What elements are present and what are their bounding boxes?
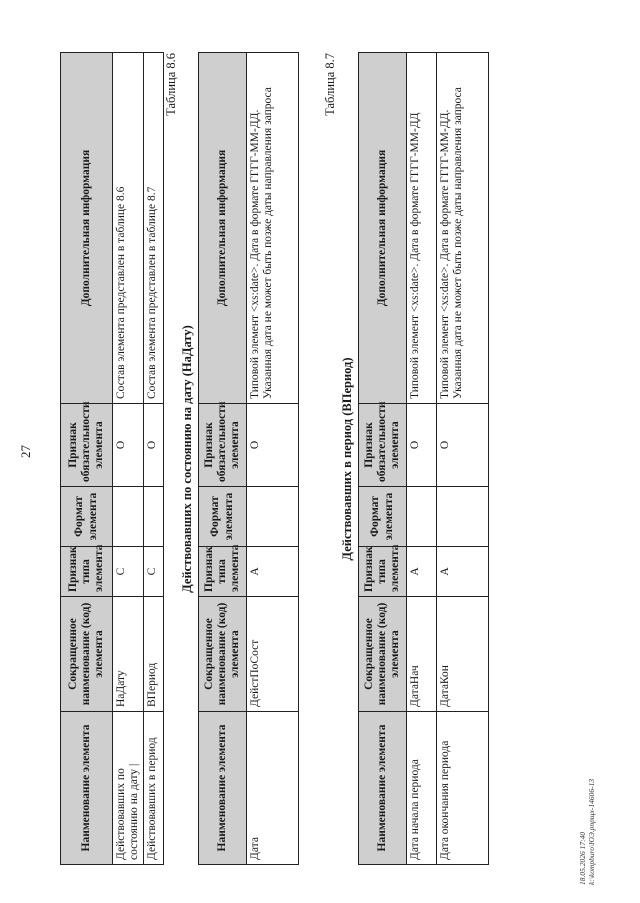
- table-8-7: [358, 52, 489, 865]
- header-cell: Сокращенное наименование (код) элемента: [359, 597, 407, 712]
- header-cell: Наименование элемента: [61, 712, 113, 865]
- print-footer: [578, 779, 596, 885]
- cell-format: [437, 487, 489, 547]
- cell-required: О: [247, 404, 299, 487]
- header-cell: Наименование элемента: [199, 712, 247, 865]
- cell-format: [407, 487, 437, 547]
- table-caption-8-6: Действовавших по состоянию на дату (НаДату): [180, 325, 194, 593]
- cell-code: ДатаКон: [437, 597, 489, 712]
- cell-format: [113, 487, 144, 547]
- header-cell: Дополнительная информация: [199, 53, 247, 404]
- cell-type: С: [113, 547, 144, 597]
- header-cell: Признак обязательности элемента: [61, 404, 113, 487]
- header-cell: Сокращенное наименование (код) элемента: [61, 597, 113, 712]
- cell-info: Типовой элемент <xs:date>. Дата в формате ГГГГ-ММ-ДД: [407, 53, 437, 404]
- table-label-8-7: Таблица 8.7: [323, 53, 337, 116]
- cell-code: ДейстПоСост: [247, 597, 299, 712]
- table-elements: [60, 52, 164, 865]
- cell-type: С: [144, 547, 164, 597]
- cell-required: О: [144, 404, 164, 487]
- cell-info: Типовой элемент <xs:date>. Дата в формате ГГГГ-ММ-ДД. Указанная дата не может быть позже даты направления запроса: [247, 53, 299, 404]
- cell-required: О: [113, 404, 144, 487]
- cell-code: ДатаНач: [407, 597, 437, 712]
- cell-format: [144, 487, 164, 547]
- print-timestamp: 18.05.2026 17:40: [578, 831, 587, 885]
- cell-info: Типовой элемент <xs:date>. Дата в формате ГГГГ-ММ-ДД. Указанная дата не может быть позже даты направления запроса: [437, 53, 489, 404]
- table-header-row: [61, 53, 113, 865]
- header-cell: Формат элемента: [199, 487, 247, 547]
- table-header-row: [199, 53, 247, 865]
- table-row: [113, 53, 144, 865]
- cell-name: Дата окончания периода: [437, 712, 489, 865]
- header-cell: Признак обязательности элемента: [359, 404, 407, 487]
- cell-name: Дата начала периода: [407, 712, 437, 865]
- table-row: [247, 53, 299, 865]
- table-row: [407, 53, 437, 865]
- table-label-8-6: Таблица 8.6: [164, 53, 178, 116]
- header-cell: Признак типа элемента: [199, 547, 247, 597]
- cell-type: А: [247, 547, 299, 597]
- cell-name: Дата: [247, 712, 299, 865]
- table-row: [144, 53, 164, 865]
- cell-code: НаДату: [113, 597, 144, 712]
- page-number: 27: [18, 445, 33, 458]
- header-cell: Признак типа элемента: [61, 547, 113, 597]
- cell-required: О: [437, 404, 489, 487]
- header-cell: Наименование элемента: [359, 712, 407, 865]
- header-cell: Дополнительная информация: [61, 53, 113, 404]
- header-cell: Формат элемента: [61, 487, 113, 547]
- cell-type: А: [437, 547, 489, 597]
- table-caption-8-7: Действовавших в период (ВПериод): [340, 357, 354, 561]
- cell-format: [247, 487, 299, 547]
- cell-code: ВПериод: [144, 597, 164, 712]
- table-8-6: [198, 52, 299, 865]
- cell-type: А: [407, 547, 437, 597]
- cell-info: Состав элемента представлен в таблице 8.7: [144, 53, 164, 404]
- cell-required: О: [407, 404, 437, 487]
- header-cell: Признак типа элемента: [359, 547, 407, 597]
- cell-name: Действовавших по состоянию на дату |: [113, 712, 144, 865]
- file-path: k:\kompburo\ЮЭ.рпрщх-14606-13: [587, 778, 596, 885]
- header-cell: Дополнительная информация: [359, 53, 407, 404]
- header-cell: Признак обязательности элемента: [199, 404, 247, 487]
- cell-name: Действовавших в период: [144, 712, 164, 865]
- cell-info: Состав элемента представлен в таблице 8.6: [113, 53, 144, 404]
- table-header-row: [359, 53, 407, 865]
- table-row: [437, 53, 489, 865]
- header-cell: Сокращенное наименование (код) элемента: [199, 597, 247, 712]
- header-cell: Формат элемента: [359, 487, 407, 547]
